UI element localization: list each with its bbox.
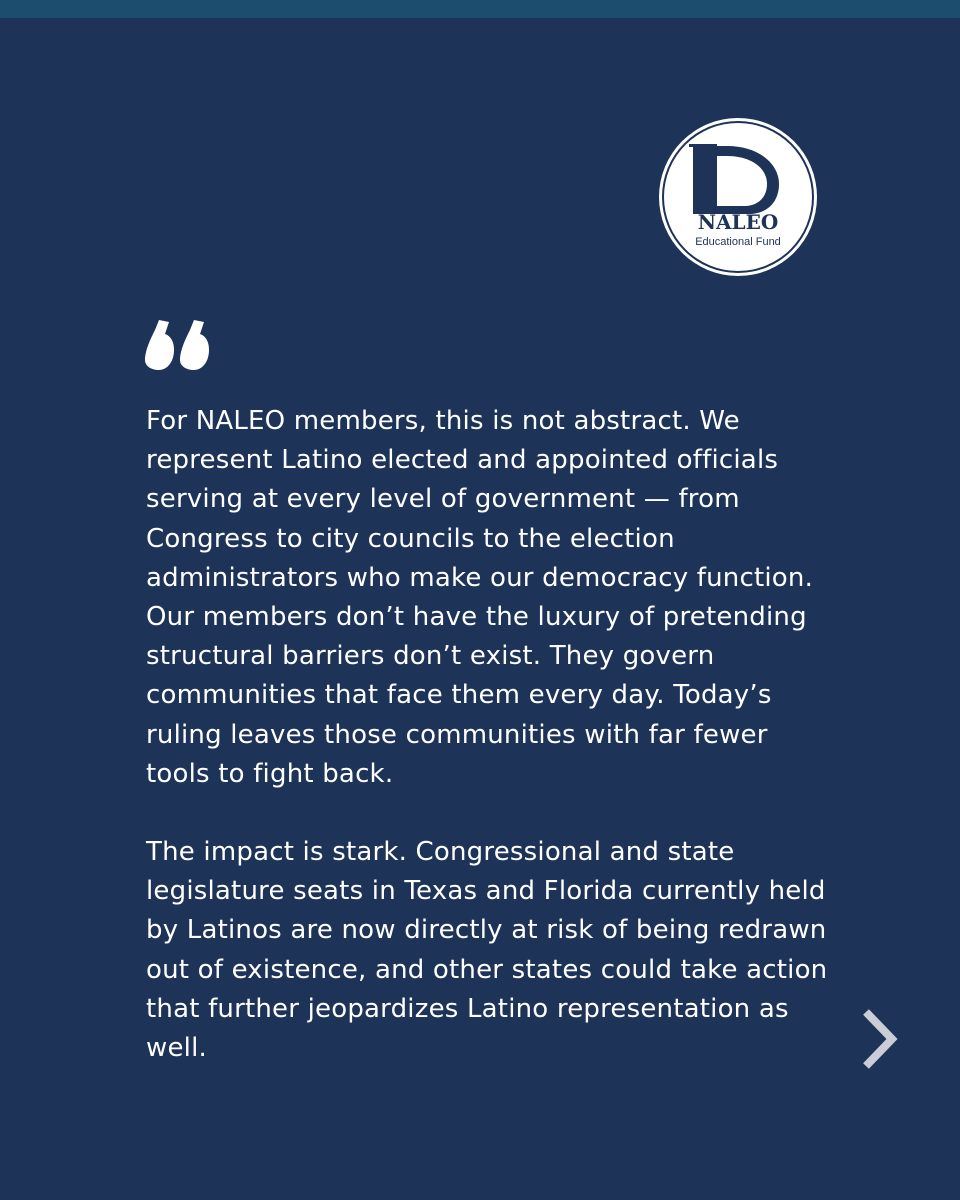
top-accent-bar [0,0,960,18]
logo-subtitle: Educational Fund [695,236,781,248]
quote-paragraph-2: The impact is stark. Congressional and state legislature seats in Texas and Florida currently held by Latinos are now directly at risk of being redrawn out of existence, and other states could take action that further jeopardizes Latino representation as well. [146,837,828,1064]
chevron-right-icon [856,1006,902,1072]
next-slide-button[interactable] [856,1006,902,1072]
quote-open-icon [141,312,213,374]
logo-name: NALEO [697,210,779,234]
naleo-logo [657,116,819,278]
naleo-logo-mark [657,116,819,278]
quote-paragraph-1: For NALEO members, this is not abstract. We represent Latino elected and appointed officials serving at every level of government — from Congress to city councils to the election administrators who make our democracy function. Our members don’t have the luxury of pretending structural barriers don’t exist. They govern communities that face them every day. Today’s ruling leaves those communities with far fewer tools to fight back. [146,406,814,789]
quote-body [146,402,836,1107]
